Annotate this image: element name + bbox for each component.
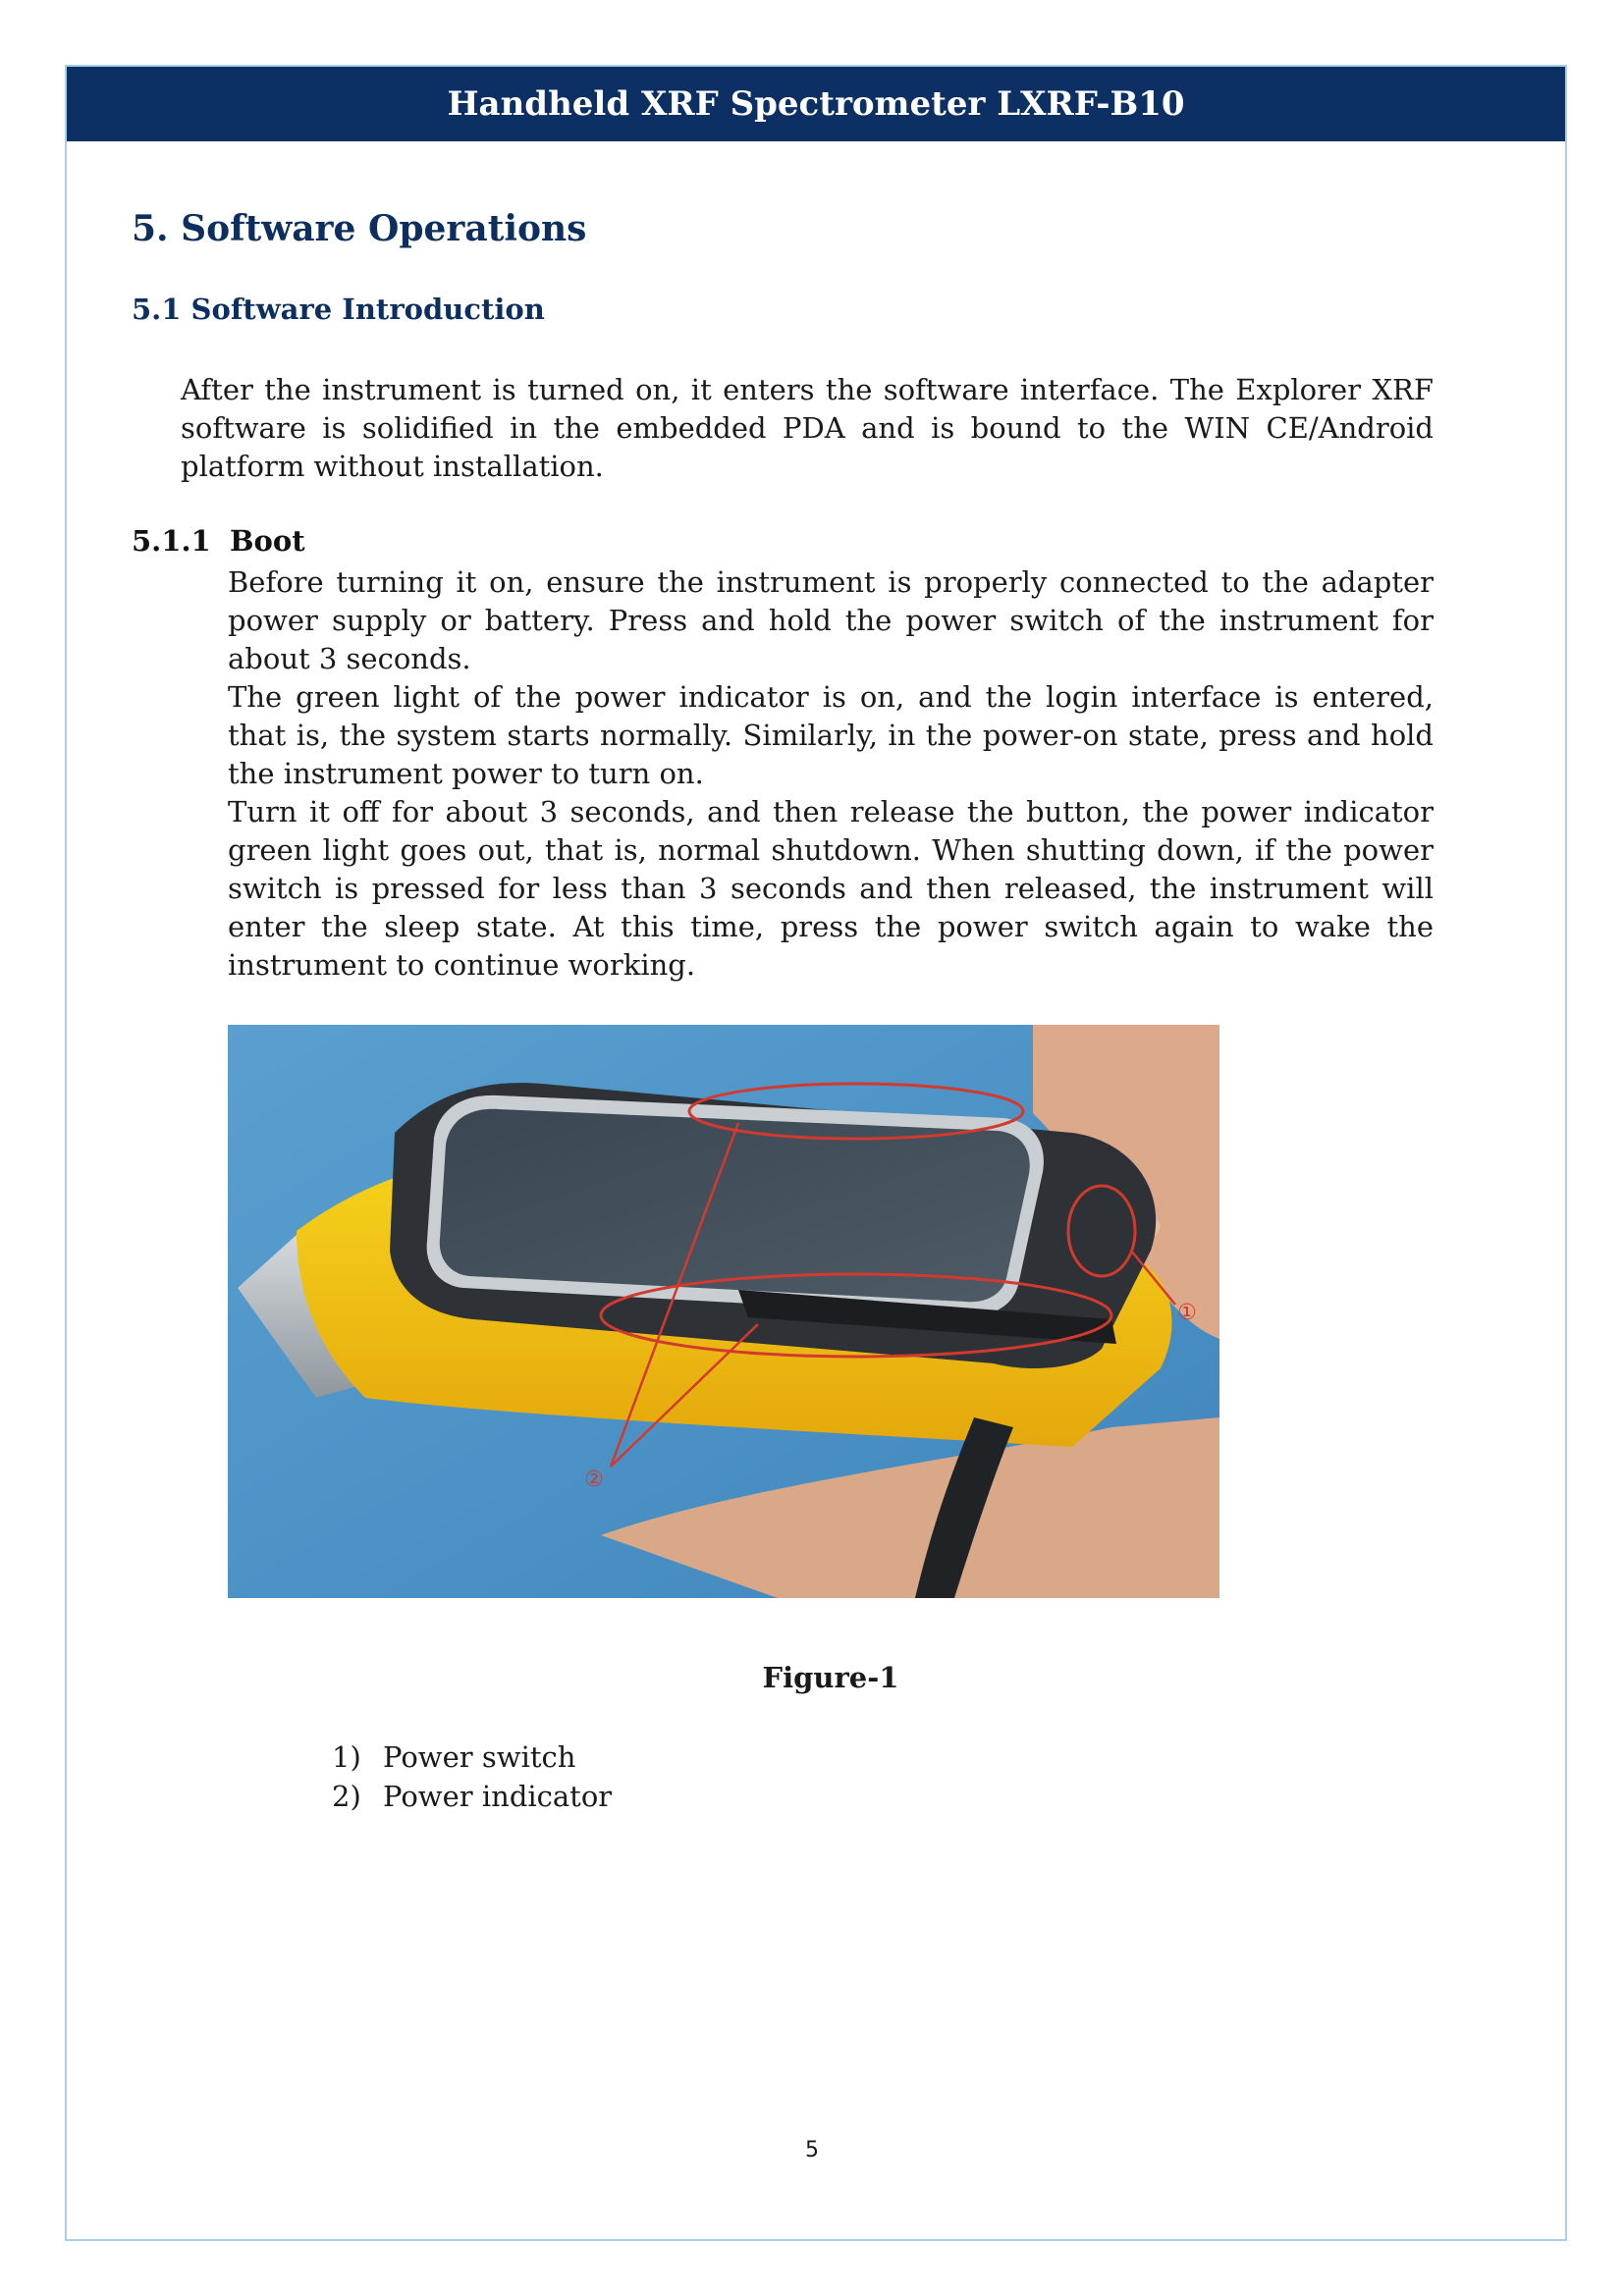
boot-paragraph: Turn it off for about 3 seconds, and then release the button, the power indicator green light goes out, that is, normal shutdown. When shutting down, if the power switch is pressed for less than 3 seconds and then released, the instrument will enter the sleep state. At this time, press the power switch again to wake the instrument to continue working. [228,795,1434,982]
list-item [332,1777,612,1816]
list-label: Power switch [383,1740,576,1774]
list-marker: 2) [332,1780,361,1813]
section-heading: 5. Software Operations [132,208,587,249]
list-marker: 1) [332,1740,361,1774]
callout-label-1: ① [1177,1301,1197,1325]
page-number: 5 [805,2138,819,2163]
intro-paragraph: After the instrument is turned on, it enters the software interface. The Explorer XRF software is solidified in the embedded PDA and is bound to the WIN CE/Android platform without installation. [181,373,1434,483]
subsubsection-heading [132,524,305,558]
device-photo [228,1025,1219,1598]
subsubsection-title: Boot [230,524,305,558]
subsection-heading: 5.1 Software Introduction [132,293,545,326]
device-illustration [228,1025,1219,1598]
boot-paragraph: The green light of the power indicator is on, and the login interface is entered, that is, the system starts normally. Similarly, in the power-on state, press and hold the instrument power to turn on. [228,680,1434,790]
document-title: Handheld XRF Spectrometer LXRF-B10 [447,84,1185,124]
list-item [332,1737,612,1777]
document-header [67,67,1565,141]
list-label: Power indicator [383,1780,613,1813]
boot-paragraph: Before turning it on, ensure the instrument is properly connected to the adapter power supply or battery. Press and hold the power switch of the instrument for about 3 seconds. [228,565,1434,675]
figure-legend-list [332,1737,612,1816]
figure-caption: Figure-1 [762,1661,899,1694]
subsubsection-number: 5.1.1 [132,524,211,558]
screen [440,1109,1030,1302]
callout-label-2: ② [584,1468,604,1492]
boot-text [228,563,1434,985]
